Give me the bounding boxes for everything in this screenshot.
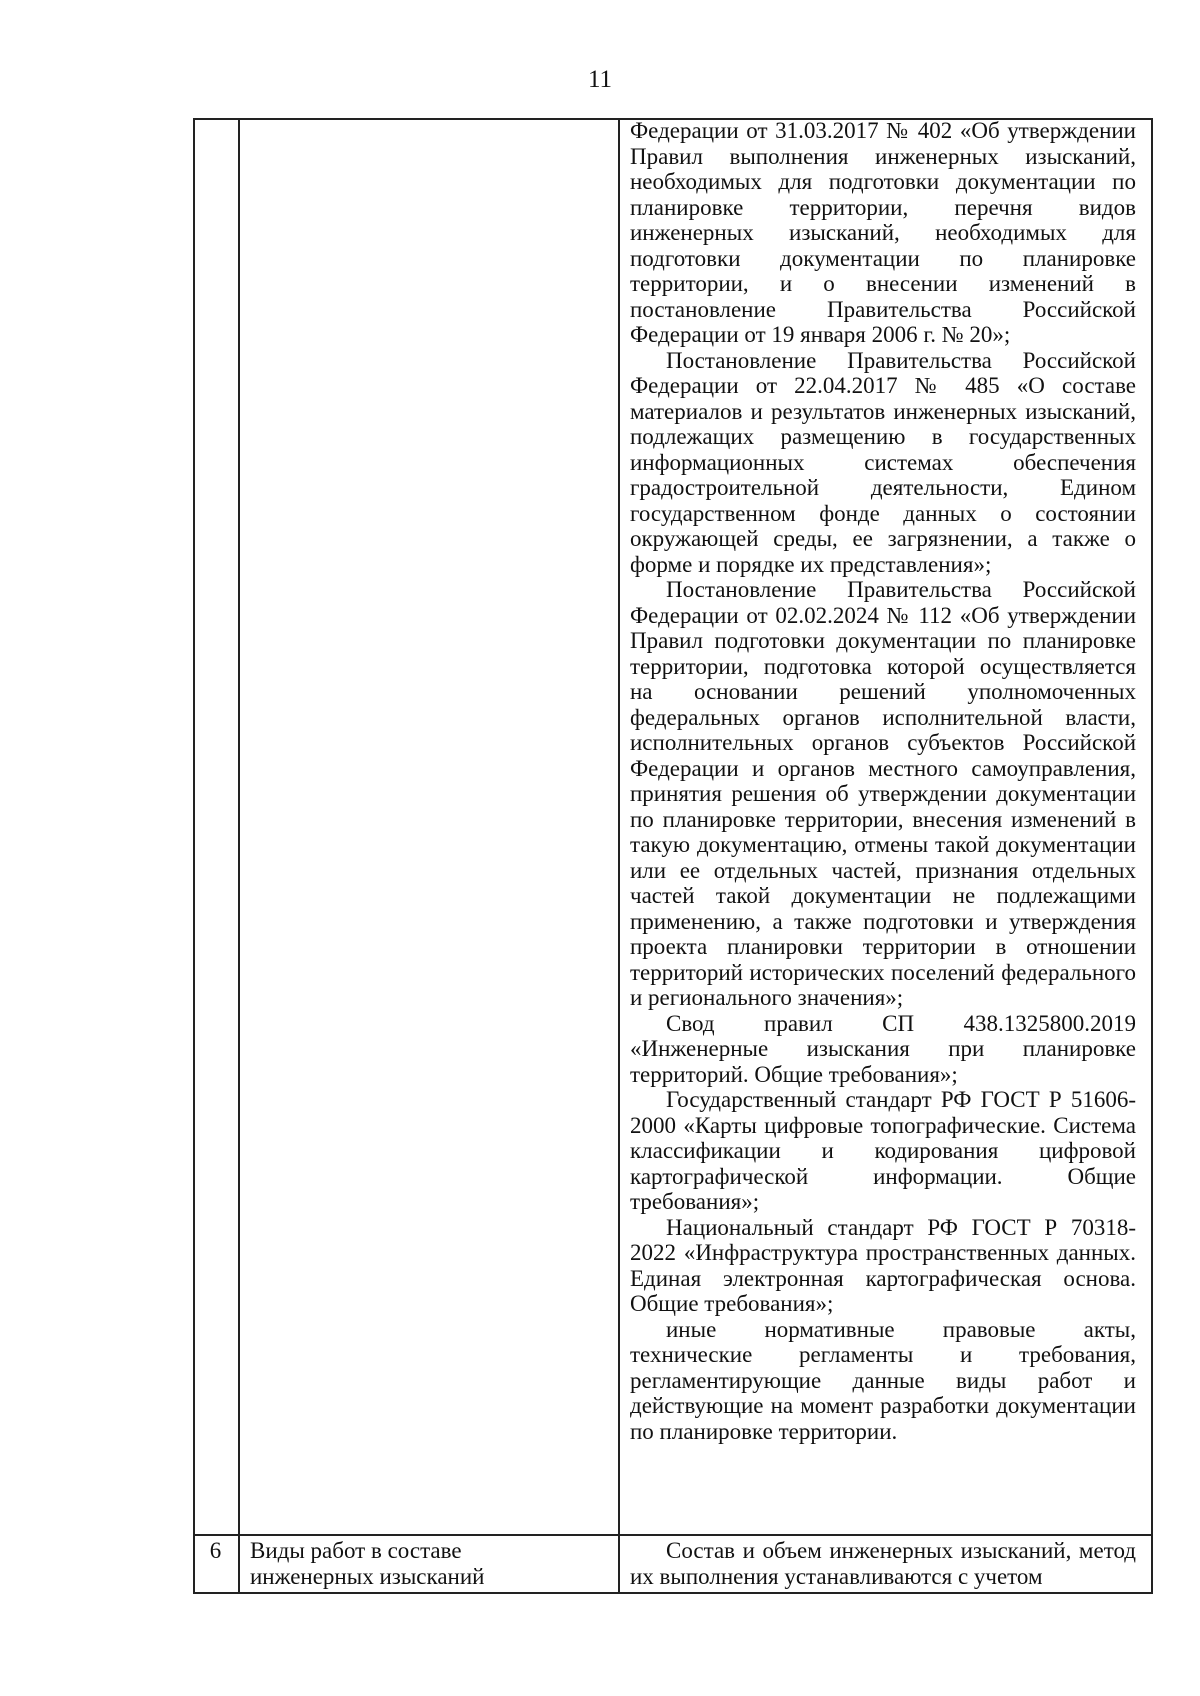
paragraph-regulation-112: Постановление Правительства Российской Федерации от 02.02.2024 № 112 «Об утверждении Правил подготовки документации по планировке территории, подготовка которой осуществляется на основании решений уполномоченных федеральных органов исполнительной власти, исполнительных органов субъектов Российской Федерации и органов местного самоуправления, принятия решения об утверждении документации по планировке территории, внесения изменений в такую документацию, отмены такой документации или ее отдельных частей, признания отдельных частей такой документации не подлежащими применению, а также подготовки и утверждения проекта планировки территории в отношении территорий исторических поселений федерального и регионального значения»; xyxy=(630,577,1136,1010)
paragraph-gost-51606: Государственный стандарт РФ ГОСТ Р 51606-2000 «Карты цифровые топографические. Система классификации и кодирования цифровой картографической информации. Общие требования»; xyxy=(630,1087,1136,1214)
row-content-paragraph: Состав и объем инженерных изысканий, метод их выполнения устанавливаются с учетом xyxy=(630,1538,1136,1589)
paragraph-regulation-485: Постановление Правительства Российской Федерации от 22.04.2017 № 485 «О составе материалов и результатов инженерных изысканий, подлежащих размещению в государственных информационных системах обеспечения градостроительной деятельности, Едином государственном фонде данных о состоянии окружающей среды, ее загрязнении, а также о форме и порядке их представления»; xyxy=(630,347,1136,577)
row-divider xyxy=(193,1534,1153,1536)
column-divider-1 xyxy=(238,118,240,1594)
table-border-right xyxy=(1151,118,1153,1594)
row-content xyxy=(630,1538,1136,1589)
paragraph-other-acts: иные нормативные правовые акты, технические регламенты и требования, регламентирующие данные виды работ и действующие на момент разработки документации по планировке территории. xyxy=(630,1316,1136,1444)
requirements-table xyxy=(193,118,1153,1594)
paragraph-sp-438: Свод правил СП 438.1325800.2019 «Инженерные изыскания при планировке территорий. Общие требования»; xyxy=(630,1010,1136,1087)
page-number: 11 xyxy=(587,66,613,93)
table-border-bottom xyxy=(193,1592,1153,1594)
paragraph-regulation-402: Федерации от 31.03.2017 № 402 «Об утверждении Правил выполнения инженерных изысканий, необходимых для подготовки документации по планировке территории, перечня видов инженерных изысканий, необходимых для подготовки документации по планировке территории, и о внесении изменений в постановление Правительства Российской Федерации от 19 января 2006 г. № 20»; xyxy=(630,118,1136,347)
column-divider-2 xyxy=(618,118,620,1594)
continuation-cell-text xyxy=(630,118,1136,1444)
paragraph-gost-70318: Национальный стандарт РФ ГОСТ Р 70318-2022 «Инфраструктура пространственных данных. Единая электронная картографическая основа. Общие требования»; xyxy=(630,1214,1136,1316)
table-border-left xyxy=(193,118,195,1594)
row-number: 6 xyxy=(209,1538,222,1563)
row-name: Виды работ в составе инженерных изысканий xyxy=(250,1538,485,1589)
